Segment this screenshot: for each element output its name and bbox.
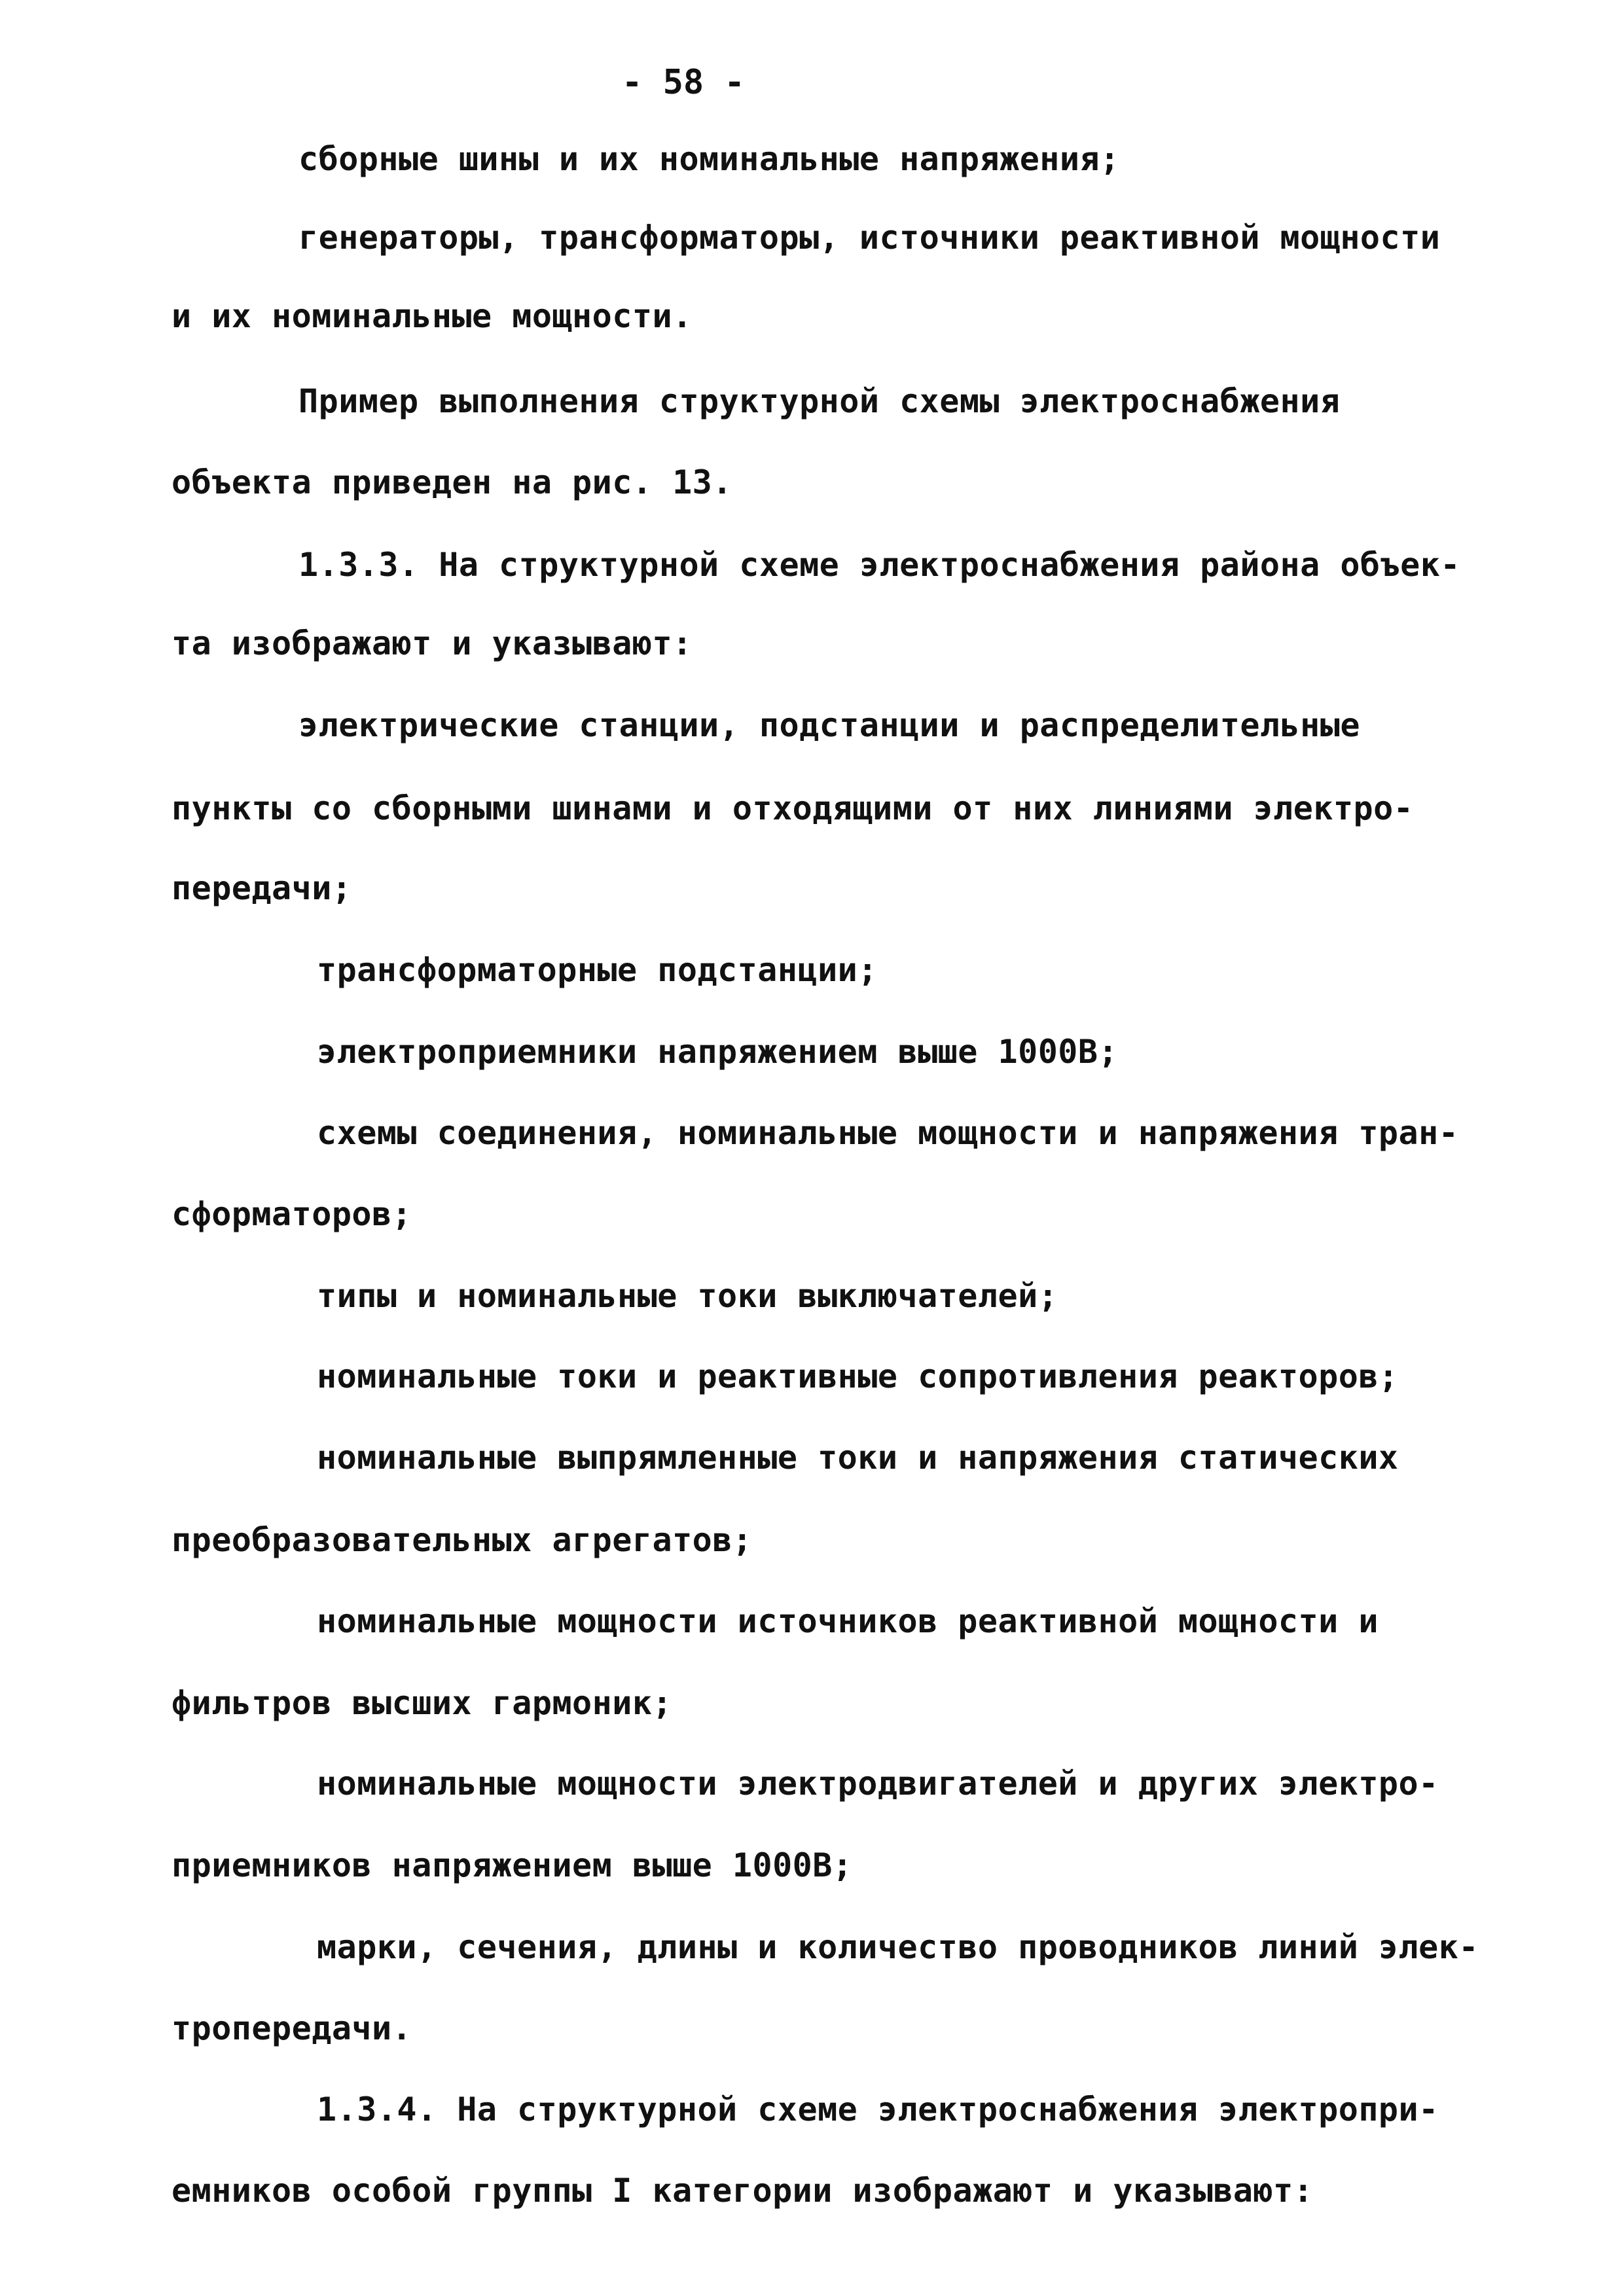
text-line: пункты со сборными шинами и отходящими от них линиями электро- [171, 789, 1414, 827]
text-line: марки, сечения, длины и количество проводников линий элек- [317, 1928, 1479, 1966]
text-line: схемы соединения, номинальные мощности и напряжения тран- [317, 1114, 1459, 1152]
text-line: 1.3.4. На структурной схеме электроснабжения электропри- [317, 2090, 1439, 2128]
text-line: типы и номинальные токи выключателей; [317, 1277, 1058, 1315]
text-line: номинальные токи и реактивные сопротивления реакторов; [317, 1357, 1399, 1395]
text-line: и их номинальные мощности. [171, 297, 693, 335]
text-line: передачи; [171, 869, 352, 907]
text-line: номинальные мощности электродвигателей и других электро- [317, 1765, 1439, 1803]
text-line: тропередачи. [171, 2009, 412, 2047]
text-line: трансформаторные подстанции; [317, 951, 878, 989]
text-line: объекта приведен на рис. 13. [171, 463, 732, 501]
text-line: та изображают и указывают: [171, 624, 693, 662]
text-line: электрические станции, подстанции и распределительные [298, 706, 1360, 744]
text-line: преобразовательных агрегатов; [171, 1521, 753, 1559]
text-line: фильтров высших гармоник; [171, 1684, 673, 1722]
text-line: 1.3.3. На структурной схеме электроснабжения района объек- [298, 546, 1460, 584]
text-line: Пример выполнения структурной схемы электроснабжения [298, 382, 1341, 420]
text-line: генераторы, трансформаторы, источники реактивной мощности [298, 219, 1441, 257]
text-line: номинальные мощности источников реактивной мощности и [317, 1602, 1379, 1640]
text-line: емников особой группы I категории изображают и указывают: [171, 2172, 1314, 2210]
page-number: - 58 - [622, 63, 745, 102]
text-line: номинальные выпрямленные токи и напряжения статических [317, 1439, 1399, 1477]
text-line: электроприемники напряжением выше 1000В; [317, 1033, 1119, 1071]
text-line: сборные шины и их номинальные напряжения; [298, 140, 1120, 178]
text-line: приемников напряжением выше 1000В; [171, 1846, 853, 1884]
text-line: сформаторов; [171, 1195, 412, 1233]
